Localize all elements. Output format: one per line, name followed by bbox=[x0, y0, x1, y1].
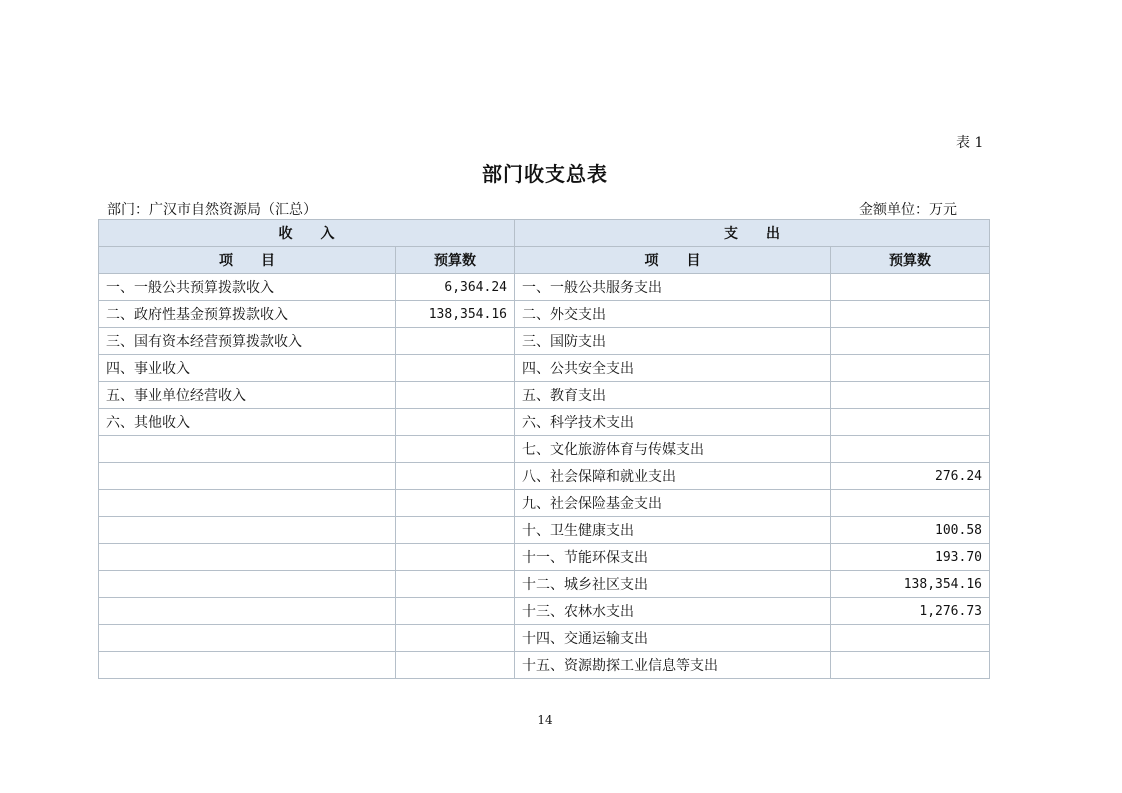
expense-amount-cell: 138,354.16 bbox=[831, 571, 990, 598]
expense-amount-cell bbox=[831, 274, 990, 301]
income-item-cell bbox=[99, 652, 396, 679]
table-row bbox=[99, 490, 990, 517]
income-amount-cell bbox=[396, 598, 515, 625]
page-number: 14 bbox=[537, 713, 553, 727]
income-item-cell bbox=[99, 517, 396, 544]
expense-item-cell: 十一、节能环保支出 bbox=[515, 544, 831, 571]
income-section-header: 收 入 bbox=[99, 220, 515, 247]
table-row bbox=[99, 652, 990, 679]
expense-amount-cell bbox=[831, 652, 990, 679]
expense-amount-cell bbox=[831, 355, 990, 382]
income-amount-cell: 6,364.24 bbox=[396, 274, 515, 301]
income-amount-cell bbox=[396, 625, 515, 652]
table-row bbox=[99, 301, 990, 328]
amount-unit-label: 金额单位：万元 bbox=[859, 202, 957, 218]
expense-item-cell: 十三、农林水支出 bbox=[515, 598, 831, 625]
expense-amount-cell bbox=[831, 301, 990, 328]
income-item-cell: 三、国有资本经营预算拨款收入 bbox=[99, 328, 396, 355]
expense-amount-cell bbox=[831, 328, 990, 355]
income-budget-header: 预算数 bbox=[396, 247, 515, 274]
table-row bbox=[99, 328, 990, 355]
table-row bbox=[99, 436, 990, 463]
income-item-cell bbox=[99, 463, 396, 490]
expense-item-cell: 九、社会保险基金支出 bbox=[515, 490, 831, 517]
table-row bbox=[99, 625, 990, 652]
expense-item-cell: 十、卫生健康支出 bbox=[515, 517, 831, 544]
income-item-cell bbox=[99, 436, 396, 463]
table-number-label: 表 1 bbox=[956, 135, 984, 151]
income-item-header: 项 目 bbox=[99, 247, 396, 274]
expense-item-cell: 六、科学技术支出 bbox=[515, 409, 831, 436]
income-amount-cell bbox=[396, 544, 515, 571]
expense-item-cell: 八、社会保障和就业支出 bbox=[515, 463, 831, 490]
expense-amount-cell bbox=[831, 625, 990, 652]
income-item-cell bbox=[99, 625, 396, 652]
table-row bbox=[99, 409, 990, 436]
income-amount-cell bbox=[396, 409, 515, 436]
table-row bbox=[99, 598, 990, 625]
expense-amount-cell bbox=[831, 490, 990, 517]
expense-item-cell: 四、公共安全支出 bbox=[515, 355, 831, 382]
income-amount-cell bbox=[396, 382, 515, 409]
table-row bbox=[99, 355, 990, 382]
income-item-cell bbox=[99, 544, 396, 571]
department-label: 部门：广汉市自然资源局（汇总） bbox=[107, 202, 317, 218]
income-item-cell: 二、政府性基金预算拨款收入 bbox=[99, 301, 396, 328]
table-row bbox=[99, 382, 990, 409]
budget-summary-table bbox=[98, 219, 990, 679]
table-row bbox=[99, 463, 990, 490]
income-amount-cell bbox=[396, 463, 515, 490]
expense-amount-cell: 276.24 bbox=[831, 463, 990, 490]
table-row bbox=[99, 517, 990, 544]
expense-item-cell: 五、教育支出 bbox=[515, 382, 831, 409]
income-item-cell bbox=[99, 571, 396, 598]
income-amount-cell bbox=[396, 328, 515, 355]
income-amount-cell bbox=[396, 517, 515, 544]
income-amount-cell bbox=[396, 436, 515, 463]
page-title: 部门收支总表 bbox=[482, 162, 608, 186]
income-amount-cell: 138,354.16 bbox=[396, 301, 515, 328]
income-item-cell bbox=[99, 598, 396, 625]
column-header-row bbox=[99, 247, 990, 274]
expense-item-cell: 三、国防支出 bbox=[515, 328, 831, 355]
table-row bbox=[99, 571, 990, 598]
income-item-cell bbox=[99, 490, 396, 517]
expense-item-header: 项 目 bbox=[515, 247, 831, 274]
expense-amount-cell bbox=[831, 382, 990, 409]
expense-budget-header: 预算数 bbox=[831, 247, 990, 274]
expense-item-cell: 十五、资源勘探工业信息等支出 bbox=[515, 652, 831, 679]
expense-item-cell: 七、文化旅游体育与传媒支出 bbox=[515, 436, 831, 463]
expense-section-header: 支 出 bbox=[515, 220, 990, 247]
income-amount-cell bbox=[396, 652, 515, 679]
expense-item-cell: 十二、城乡社区支出 bbox=[515, 571, 831, 598]
expense-item-cell: 二、外交支出 bbox=[515, 301, 831, 328]
income-amount-cell bbox=[396, 490, 515, 517]
expense-amount-cell: 1,276.73 bbox=[831, 598, 990, 625]
income-item-cell: 四、事业收入 bbox=[99, 355, 396, 382]
income-amount-cell bbox=[396, 571, 515, 598]
expense-amount-cell bbox=[831, 409, 990, 436]
table-row bbox=[99, 544, 990, 571]
expense-amount-cell: 193.70 bbox=[831, 544, 990, 571]
expense-amount-cell bbox=[831, 436, 990, 463]
income-item-cell: 六、其他收入 bbox=[99, 409, 396, 436]
income-item-cell: 一、一般公共预算拨款收入 bbox=[99, 274, 396, 301]
expense-amount-cell: 100.58 bbox=[831, 517, 990, 544]
expense-item-cell: 一、一般公共服务支出 bbox=[515, 274, 831, 301]
income-item-cell: 五、事业单位经营收入 bbox=[99, 382, 396, 409]
income-amount-cell bbox=[396, 355, 515, 382]
table-row bbox=[99, 274, 990, 301]
expense-item-cell: 十四、交通运输支出 bbox=[515, 625, 831, 652]
section-header-row bbox=[99, 220, 990, 247]
